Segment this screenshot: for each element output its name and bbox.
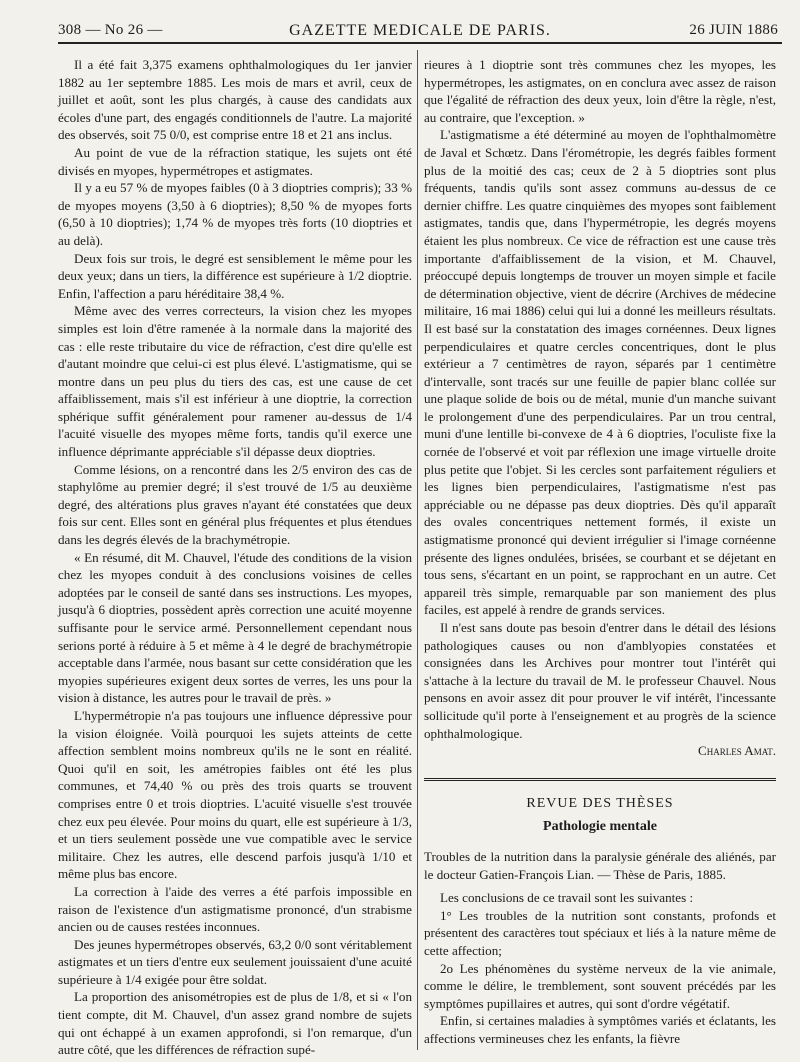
issue-date: 26 JUIN 1886 bbox=[689, 22, 778, 38]
right-column bbox=[424, 56, 776, 1047]
paragraph: Il y a eu 57 % de myopes faibles (0 à 3 dioptries compris); 33 % de myopes moyens (3,50 à 6 dioptries); 8,50 % de myopes forts (6,50 à 10 dioptries); 1,74 % de myopes très forts (10 dioptries et au delà). bbox=[58, 180, 412, 248]
paragraph: La proportion des anisométropies est de plus de 1/8, et si « l'on tient compte, dit M. Chauvel, d'un assez grand nombre de sujets qui ont échappé à un examen approfondi, si l'on remarque, d'un autre côté, que les différences de réfraction supé- bbox=[58, 989, 412, 1058]
paragraph: 1° Les troubles de la nutrition sont constants, profonds et présentent des caractères tout spéciaux et liés à la nature même de cette affection; bbox=[424, 907, 776, 958]
paragraph: Enfin, si certaines maladies à symptômes variés et éclatants, les affections vermineuses chez les enfants, la fièvre bbox=[424, 1013, 776, 1046]
paragraph: Il n'est sans doute pas besoin d'entrer dans le détail des lésions pathologiques causes ou non d'amblyopies constatées et consignées dans les Archives pour montrer tout l'intérêt qui s'attache à la lecture du travail de M. le professeur Chauvel. Nous pensons en avoir assez dit pour prouver le vif intérêt, l'incessante sollicitude qu'il porte à l'enseignement et au progrès de la science ophthalmologique. bbox=[424, 620, 776, 741]
left-column bbox=[58, 56, 412, 1059]
paragraph: L'astigmatisme a été déterminé au moyen de l'ophthalmomètre de Javal et Schœtz. Dans l'érométropie, les degrés faibles forment plus de la moitié des cas; ceux de 2 à 5 dioptries sont plus fréquents, tandis qu'ils sont assez communs au-dessus de ce dernier chiffre. Les quatre cinquièmes des myopes sont faiblement astigmates, tandis que, dans l'hypermétropie, les degrés moyens étaient les plus nombreux. Ce vice de réfraction est une cause très importante d'affaiblissement de la vision, et M. Chauvel, préoccupé depuis longtemps de trouver un moyen simple et facile de détermination objective, vient de décrire (Archives de médecine militaire, 16 mai 1886) celui qui lui a donné les meilleurs résultats. Il est basé sur la constatation des images cornéennes. Deux lignes perpendiculaires et quatre cercles concentriques, dont le plus extérieur a 7 centimètres de rayon, séparés par 1 centimètre d'intervalle, sont tracés sur une feuille de papier blanc collée sur une plaque solide de bois ou de métal, munie d'un manche suivant le prolongement d'une des perpendiculaires. Par un trou central, muni d'une lentille bi-convexe de 4 à 6 dioptries, l'oculiste fixe la cornée de l'observé et voit par réflexion une image virtuelle droite plus petite que l'objet. Si les cercles sont parfaitement réguliers et les lignes bien perpendiculaires, l'astigmatisme n'est pas appréciable ou ne dépasse pas deux dioptries. Dès qu'il apparaît des ovales concentriques nettement formés, il existe un astigmatisme prononcé qui devient irrégulier si l'image cornéenne présente des lignes ondulées, brisées, se courbant et se déjetant en tous sens, s'écartant en un point, se rapprochant en un autre. Cet appareil très simple, remarquable par son maniement des plus faciles, est appelé à rendre de grands services. bbox=[424, 127, 776, 618]
paragraph: Même avec des verres correcteurs, la vision chez les myopes simples est loin d'être ramenée à la normale dans la majorité des cas : elle reste tributaire du vice de réfraction, c'est dire qu'elle est d'autant moindre que celui-ci est plus élevé. L'astigmatisme, qui se montre dans un peu plus du tiers des cas, est une cause de cet affaiblissement, mais s'il est inférieur à une dioptrie, la correction sphérique suffit généralement pour ramener au-dessus de 1/4 l'acuité visuelle des myopes même forts, tandis qu'il exerce une influence déprimante appréciable s'il dépasse deux dioptries. bbox=[58, 303, 412, 460]
section-rule bbox=[424, 778, 776, 781]
author-signature: Charles Amat. bbox=[697, 743, 776, 759]
page-number: 308 — No 26 — bbox=[58, 22, 163, 38]
column-divider bbox=[417, 50, 418, 1050]
paragraph: Au point de vue de la réfraction statique, les sujets ont été divisés en myopes, hypermétropes et astigmates. bbox=[58, 144, 412, 178]
paragraph: rieures à 1 dioptrie sont très communes chez les myopes, les hypermétropes, les astigmates, on en conclura avec assez de raison que l'égalité de réfraction des deux yeux, loin d'être la règle, n'est, au contraire, que l'exception. » bbox=[424, 57, 776, 125]
page-header bbox=[58, 20, 782, 44]
paragraph: Les conclusions de ce travail sont les suivantes : bbox=[440, 890, 694, 906]
paragraph: Deux fois sur trois, le degré est sensiblement le même pour les deux yeux; dans un tiers, la différence est supérieure à 1/2 dioptrie. Enfin, l'affection a paru héréditaire 38,4 %. bbox=[58, 250, 412, 301]
paragraph: 2o Les phénomènes du système nerveux de la vie animale, comme le délire, le tremblement, sont souvent précédés par les symptômes pupillaires et autres, qui sont d'ordre végétatif. bbox=[424, 960, 776, 1011]
journal-title: GAZETTE MEDICALE DE PARIS. bbox=[289, 22, 551, 39]
paragraph: L'hypermétropie n'a pas toujours une influence dépressive pour la vision éloignée. Voilà pourquoi les sujets atteints de cette affection semblent moins nombreux qu'ils ne le sont en réalité. Quoi qu'il en soit, les amétropies faibles ont été les plus communes, et 74,40 % ou près des trois quarts se trouvent comprises entre 0 et trois dioptries. L'acuité visuelle s'est trouvée chez eux peu élevée. Pour moins du quart, elle est supérieure à 1/3, et un tiers seulement possède une vue compatible avec le service militaire. Chez les autres, elle descend parfois jusqu'à 1/10 et même plus bas encore. bbox=[58, 707, 412, 882]
paragraph: Il a été fait 3,375 examens ophthalmologiques du 1er janvier 1882 au 1er septembre 1885. Les mois de mars et avril, ceux de juillet et août, sont les plus chargés, à cause des candidats aux écoles d'une part, des engagés conditionnels de l'autre. La majorité des observés, soit 75 0/0, est comprise entre 18 et 21 ans inclus. bbox=[58, 57, 412, 143]
paragraph: La correction à l'aide des verres a été parfois impossible en raison de l'existence d'un astigmatisme prononcé, d'un strabisme ancien ou de causes restées inconnues. bbox=[58, 883, 412, 935]
paragraph: « En résumé, dit M. Chauvel, l'étude des conditions de la vision chez les myopes conduit à des conclusions voisines de celles adoptées par le conseil de santé dans ses instructions. Les myopes, jusqu'à 6 dioptries, possèdent après correction une acuité moyenne suffisante pour le service armé. Personnellement cependant nous serions porté à réduire à 5 et même à 4 le degré de brachymétropie acceptable dans l'armée, nous basant sur cette considération que les myopies supérieures exigent deux sortes de verres, les uns pour la vision à distance, les autres pour le travail de près. » bbox=[58, 549, 412, 706]
paragraph: Comme lésions, on a rencontré dans les 2/5 environ des cas de staphylôme au premier degré; il s'est trouvé de 1/5 au deuxième degré, des altérations plus graves n'ayant été constatées que deux fois sur cent. Elles sont en général plus fréquentes et plus étendues dans les degrés élevés de la brachymétropie. bbox=[58, 461, 412, 548]
paragraph: Des jeunes hypermétropes observés, 63,2 0/0 sont véritablement astigmates et un tiers d'entre eux seulement jouissaient d'une acuité supérieure à 1/4 exigée pour être soldat. bbox=[58, 936, 412, 987]
section-title: REVUE DES THÈSES bbox=[526, 795, 674, 811]
article-heading: Troubles de la nutrition dans la paralysie générale des aliénés, par le docteur Gatien-François Lian. — Thèse de Paris, 1885. bbox=[424, 848, 776, 882]
section-subtitle: Pathologie mentale bbox=[543, 819, 657, 835]
